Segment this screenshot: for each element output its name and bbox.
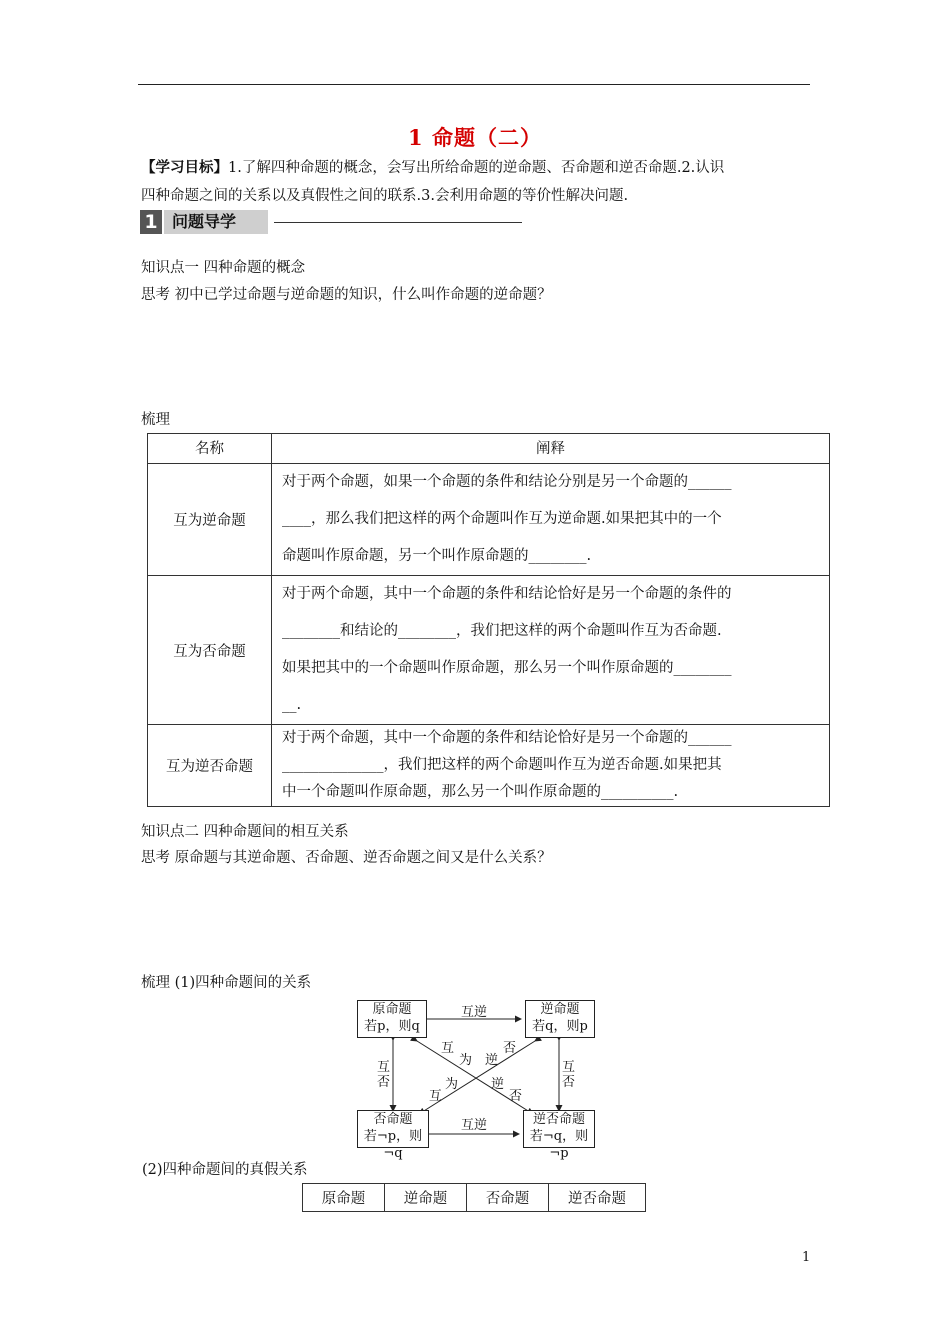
page-number: 1 [802,1250,811,1265]
table-row [148,576,830,725]
row-desc [272,576,830,725]
box-inverse-title: 否命题 [373,1112,413,1127]
desc-line: 对于两个命题，其中一个命题的条件和结论恰好是另一个命题的______ [282,730,732,746]
relation-diagram [355,997,600,1161]
diag-char: 逆 [491,1077,505,1092]
diag-char: 为 [459,1053,473,1068]
table-row [148,464,830,576]
desc-line: 如果把其中的一个命题叫作原命题，那么另一个叫作原命题的________ [282,660,732,676]
box-contrapositive [523,1110,595,1161]
header-cell: 逆命题 [385,1184,467,1212]
header-desc: 阐释 [272,434,830,464]
row-name: 互为逆命题 [148,464,272,576]
header-cell: 原命题 [303,1184,385,1212]
label-top-converse: 互逆 [461,1005,488,1020]
goal-line-1: 1.了解四种命题的概念，会写出所给命题的逆命题、否命题和逆否命题.2.认识 [228,160,725,176]
page-title: 1 命题（二） [408,125,542,150]
kp1-think: 思考 初中已学过命题与逆命题的知识，什么叫作命题的逆命题？ [141,287,552,303]
desc-line: ______________，我们把这样的两个命题叫作互为逆否命题.如果把其 [282,757,722,773]
row-name: 互为逆否命题 [148,725,272,807]
box-original-form: 若p，则q [364,1019,420,1034]
table-row [148,725,830,807]
box-converse-title: 逆命题 [540,1002,580,1017]
header-cell: 逆否命题 [549,1184,646,1212]
kp2-sort: 梳理 (1)四种命题间的关系 [141,975,312,991]
kp2-heading: 知识点二 四种命题间的相互关系 [141,824,349,840]
desc-line: 对于两个命题，如果一个命题的条件和结论分别是另一个命题的______ [282,474,732,490]
label-char: 否 [377,1075,391,1090]
desc-line: 命题叫作原命题，另一个叫作原命题的________. [282,548,592,564]
kp1-sort: 梳理 [141,412,170,428]
goal-label: 【学习目标】 [141,159,228,176]
truth-relation-table [302,1183,646,1212]
four-propositions-table [147,433,830,807]
box-contrapositive-form: 若¬q，则¬p [529,1129,589,1161]
diag-char: 否 [503,1041,517,1056]
goal-line-2: 四种命题之间的关系以及真假性之间的联系.3.会利用命题的等价性解决问题. [141,188,629,204]
header-rule [138,84,810,85]
box-contrapositive-title: 逆否命题 [532,1112,585,1127]
diag-char: 否 [509,1089,523,1104]
kp2-think: 思考 原命题与其逆命题、否命题、逆否命题之间又是什么关系？ [141,850,552,866]
label-char: 互 [562,1060,576,1075]
label-char: 否 [562,1075,576,1090]
section-rule [274,222,522,223]
learning-goals [141,153,821,183]
row-desc [272,725,830,807]
box-original [357,1000,427,1038]
desc-line: 中一个命题叫作原命题，那么另一个叫作原命题的__________. [282,784,679,800]
box-converse [525,1000,595,1038]
box-inverse-form: 若¬p，则¬q [363,1129,423,1161]
desc-line: ________和结论的________，我们把这样的两个命题叫作互为否命题. [282,623,722,639]
box-original-title: 原命题 [372,1002,412,1017]
row-name: 互为否命题 [148,576,272,725]
desc-line: ____，那么我们把这样的两个命题叫作互为逆命题.如果把其中的一个 [282,511,722,527]
label-bottom-converse: 互逆 [461,1118,488,1133]
label-char: 互 [377,1060,391,1075]
diag-char: 为 [445,1077,459,1092]
diag-char: 互 [441,1041,455,1056]
row-desc [272,464,830,576]
section-number: 1 [140,210,162,234]
diag-char: 逆 [485,1053,499,1068]
box-converse-form: 若q，则p [532,1019,588,1034]
label-left-inverse [377,1060,390,1090]
table-header-row [303,1184,646,1212]
box-inverse [357,1110,429,1161]
header-name: 名称 [148,434,272,464]
header-cell: 否命题 [467,1184,549,1212]
diag-char: 互 [429,1089,443,1104]
table-header-row [148,434,830,464]
part2-heading: (2)四种命题间的真假关系 [142,1162,308,1178]
kp1-heading: 知识点一 四种命题的概念 [141,260,306,276]
section-title: 问题导学 [164,210,268,234]
label-right-inverse [562,1060,575,1090]
desc-line: __. [282,697,302,713]
desc-line: 对于两个命题，其中一个命题的条件和结论恰好是另一个命题的条件的 [282,586,732,602]
